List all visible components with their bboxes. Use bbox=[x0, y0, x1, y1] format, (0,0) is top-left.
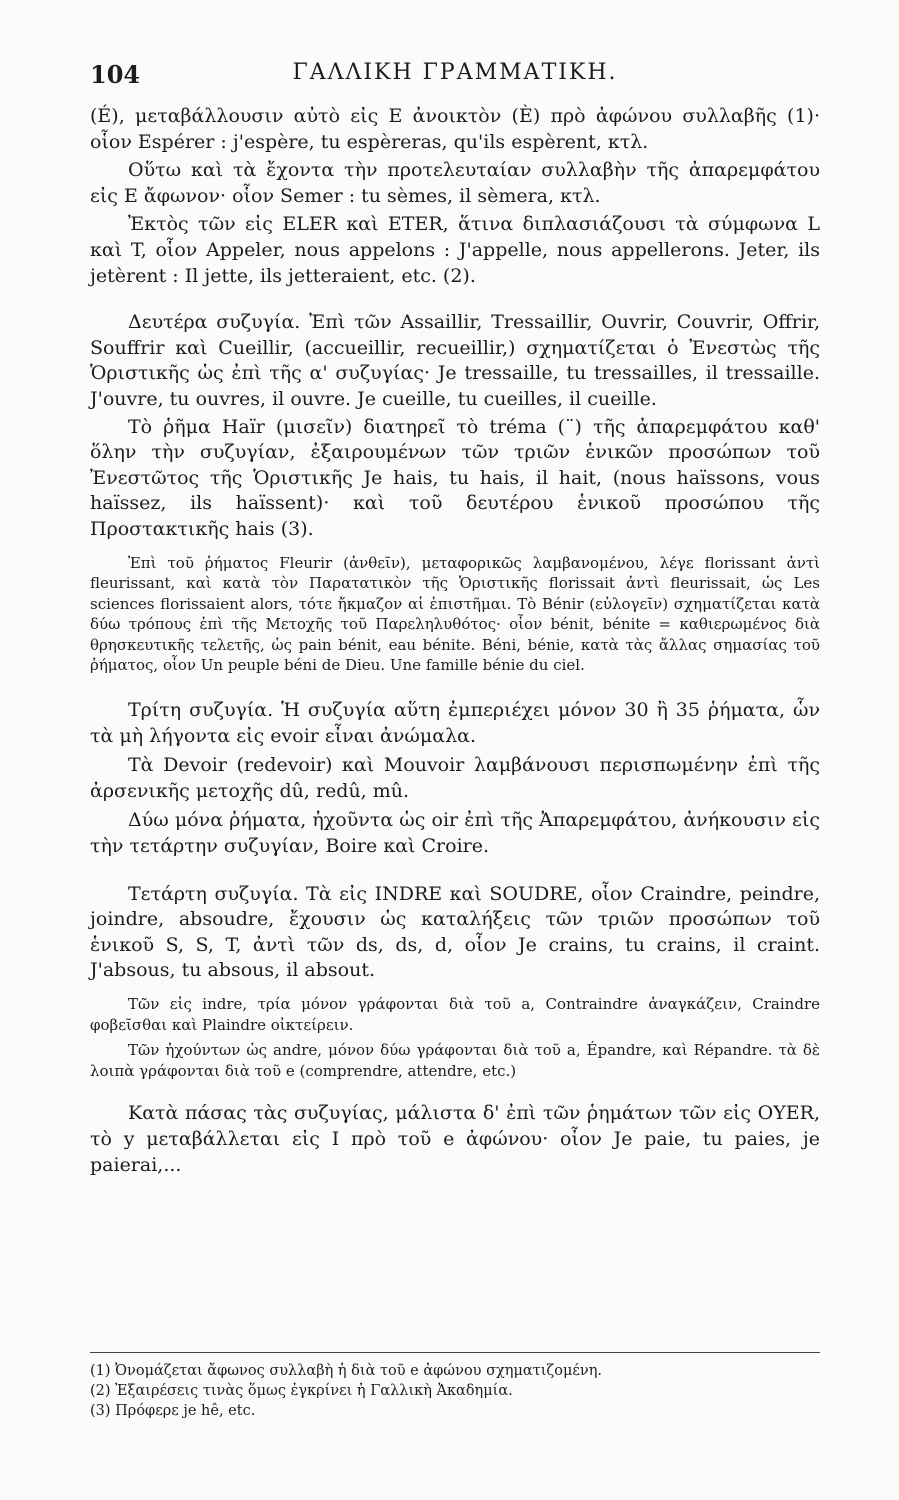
footnotes bbox=[90, 1352, 820, 1421]
running-title: ΓΑΛΛΙΚΗ ΓΡΑΜΜΑΤΙΚΗ. bbox=[292, 60, 618, 85]
paragraph-all-conjugations: Κατὰ πάσας τὰς συζυγίας, μάλιστα δ' ἐπὶ τῶν ῥημάτων τῶν εἰς OYER, τὸ y μεταβάλλεται εἰς I πρὸ τοῦ e ἀφώνου· οἷον Je paie, tu paies, je paierai,... bbox=[90, 1102, 820, 1176]
note-fleurir-benir: Ἐπὶ τοῦ ῥήματος Fleurir (ἀνθεῖν), μεταφορικῶς λαμβανομένου, λέγε florissant ἀντὶ fleurissant, καὶ κατὰ τὸν Παρατατικὸν τῆς Ὁριστικῆς florissait ἀντὶ fleurissait, ὡς Les sciences florissaient alors, τότε ἤκμαζον αἱ ἐπιστῆμαι. Τὸ Bénir (εὐλογεῖν) σχηματίζεται κατὰ δύω τρόπους ἐπὶ τῆς Μετοχῆς τοῦ Παρεληλυθότος· οἷον bénit, bénite = καθιερωμένος διὰ θρησκευτικῆς τελετῆς, ὡς pain bénit, eau bénite. Béni, bénie, κατὰ τὰς ἄλλας σημασίας τοῦ ῥήματος, οἷον Un peuple béni de Dieu. Une famille bénie du ciel. bbox=[90, 553, 820, 675]
note-andre: Τῶν ἠχούντων ὡς andre, μόνον δύω γράφονται διὰ τοῦ a, Épandre, καὶ Répandre. τὰ δὲ λοιπὰ γράφονται διὰ τοῦ e (comprendre, attendre, etc.) bbox=[90, 1041, 820, 1080]
paragraph-eler-eter: Ἐκτὸς τῶν εἰς ELER καὶ ETER, ἅτινα διπλασιάζουσι τὰ σύμφωνα L καὶ T, οἷον Appeler, nous appelons : J'appelle, nous appellerons. Jeter, ils jetèrent : Il jette, ils jetteraient, etc. (2). bbox=[90, 213, 820, 287]
footnote: (3) Πρόφερε je hê, etc. bbox=[90, 1403, 256, 1419]
paragraph-fourth-conjugation: Τετάρτη συζυγία. Τὰ εἰς INDRE καὶ SOUDRE, οἷον Craindre, peindre, joindre, absoudre, ἔχουσιν ὡς καταλήξεις τῶν τριῶν προσώπων τοῦ ἑνικοῦ S, S, T, ἀντὶ τῶν ds, ds, d, οἷον Je crains, tu crains, il craint. J'absous, tu absous, il absout. bbox=[90, 882, 820, 982]
page-header bbox=[90, 60, 820, 96]
paragraph-second-conjugation: Δευτέρα συζυγία. Ἐπὶ τῶν Assaillir, Tressaillir, Ouvrir, Couvrir, Offrir, Souffrir καὶ Cueillir, (accueillir, recueillir,) σχηματίζεται ὁ Ἐνεστὼς τῆς Ὁριστικῆς ὡς ἐπὶ τῆς α' συζυγίας· Je tressaille, tu tressailles, il tressaille. J'ouvre, tu ouvres, il ouvre. Je cueille, tu cueilles, il cueille. bbox=[90, 311, 820, 410]
footnote: (2) Ἐξαιρέσεις τινὰς ὅμως ἐγκρίνει ἡ Γαλλικὴ Ἀκαδημία. bbox=[90, 1383, 513, 1399]
paragraph-devoir-mouvoir: Τὰ Devoir (redevoir) καὶ Mouvoir λαμβάνουσι περισπωμένην ἐπὶ τῆς ἀρσενικῆς μετοχῆς dû, redû, mû. bbox=[90, 754, 820, 802]
paragraph-third-conjugation: Τρίτη συζυγία. Ἡ συζυγία αὕτη ἐμπεριέχει μόνον 30 ἢ 35 ῥήματα, ὧν τὰ μὴ λήγοντα εἰς evoir εἶναι ἀνώμαλα. bbox=[90, 699, 820, 747]
paragraph-semer: Οὕτω καὶ τὰ ἔχοντα τὴν προτελευταίαν συλλαβὴν τῆς ἀπαρεμφάτου εἰς E ἄφωνον· οἷον Semer : tu sèmes, il sèmera, κτλ. bbox=[90, 159, 820, 207]
paragraph-e-open: (É), μεταβάλλουσιν αὐτὸ εἰς E ἀνοικτὸν (È) πρὸ ἀφώνου συλλαβῆς (1)· οἷον Espérer : j'espère, tu espèreras, qu'ils espèrent, κτλ. bbox=[90, 105, 820, 153]
note-indre: Τῶν εἰς indre, τρία μόνον γράφονται διὰ τοῦ a, Contraindre ἀναγκάζειν, Craindre φοβεῖσθαι καὶ Plaindre οἰκτείρειν. bbox=[90, 995, 820, 1034]
page-number: 104 bbox=[90, 60, 141, 89]
paragraph-boire-croire: Δύω μόνα ῥήματα, ἠχοῦντα ὡς oir ἐπὶ τῆς Ἀπαρεμφάτου, ἀνήκουσιν εἰς τὴν τετάρτην συζυγίαν, Boire καὶ Croire. bbox=[90, 809, 820, 858]
page-body bbox=[90, 100, 820, 1178]
footnote: (1) Ὀνομάζεται ἄφωνος συλλαβὴ ἡ διὰ τοῦ e ἀφώνου σχηματιζομένη. bbox=[90, 1363, 603, 1379]
paragraph-hair: Τὸ ῥῆμα Haïr (μισεῖν) διατηρεῖ τὸ tréma (¨) τῆς ἀπαρεμφάτου καθ' ὅλην τὴν συζυγίαν, ἐξαιρουμένων τῶν τριῶν ἑνικῶν προσώπων τοῦ Ἐνεστῶτος τῆς Ὁριστικῆς Je hais, tu hais, il hait, (nous haïssons, vous haïssez, ils haïssent)· καὶ τοῦ δευτέρου ἑνικοῦ προσώπου τῆς Προστακτικῆς hais (3). bbox=[90, 415, 820, 540]
